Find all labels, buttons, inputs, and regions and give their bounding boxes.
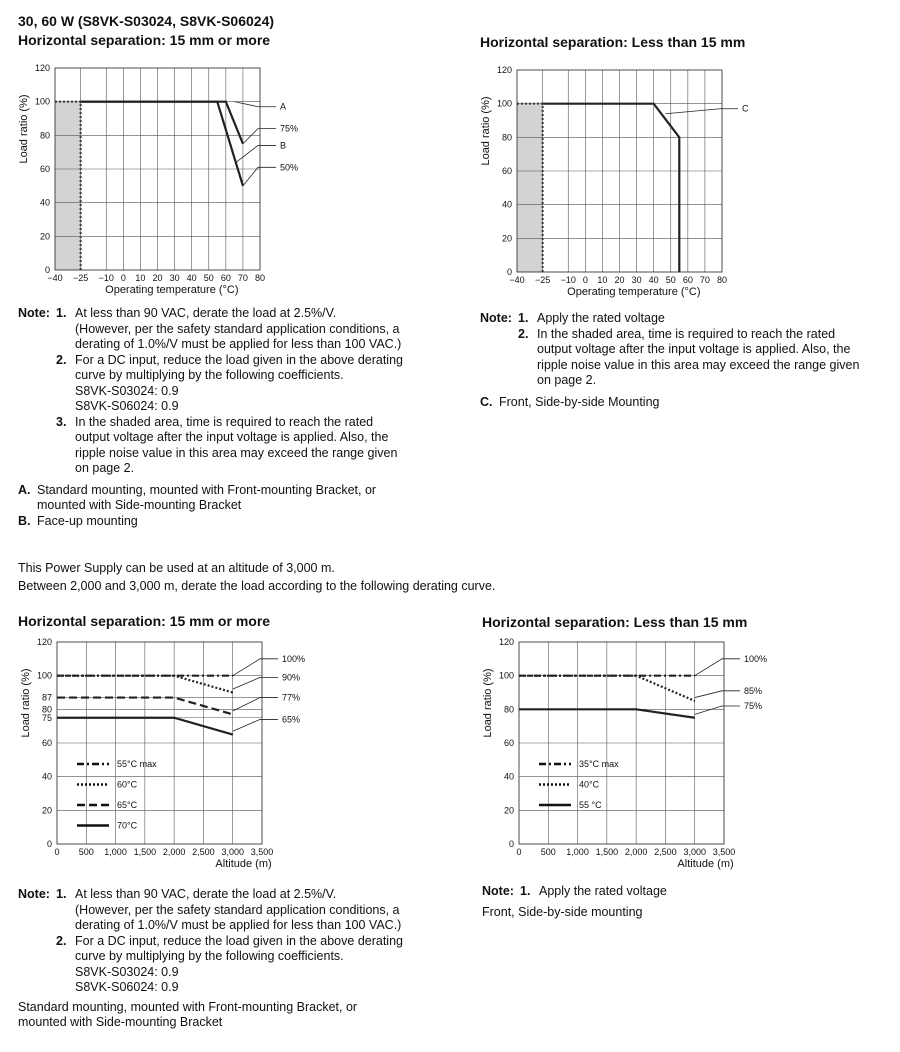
- note-line: curve by multiplying by the following coefficients.: [75, 368, 344, 382]
- note-line: on page 2.: [75, 461, 135, 475]
- y-tick-label: 0: [508, 839, 514, 849]
- note-line: S8VK-S03024: 0.9: [75, 964, 179, 979]
- note-number: 1.: [520, 884, 531, 898]
- legend-item-c: [480, 395, 900, 411]
- series-line: [543, 104, 680, 272]
- x-axis-label: Altitude (m): [677, 858, 734, 870]
- legend-line: Front, Side-by-side Mounting: [499, 394, 660, 409]
- x-tick-label: 50: [203, 273, 214, 283]
- note-line: (However, per the safety standard application conditions, a: [75, 321, 400, 336]
- note-line: In the shaded area, time is required to reach the rated: [537, 326, 836, 341]
- y-tick-label: 40: [501, 199, 512, 210]
- annotation-label: A: [280, 101, 287, 112]
- annotation-leader: [233, 659, 278, 676]
- x-tick-label: 1,500: [595, 847, 619, 857]
- y-axis-label: Load ratio (%): [20, 668, 32, 738]
- note-number: 2.: [56, 933, 67, 948]
- annotation-leader: [695, 659, 740, 676]
- note-item: [18, 934, 458, 996]
- x-tick-label: 1,000: [104, 847, 127, 857]
- x-tick-label: 30: [631, 275, 642, 285]
- annotation-leader: [236, 145, 276, 162]
- annotation-label: 50%: [280, 162, 299, 173]
- x-tick-label: 10: [597, 275, 608, 285]
- x-tick-label: 3,000: [221, 847, 244, 857]
- note-item: [480, 311, 900, 327]
- y-axis-label: Load ratio (%): [482, 668, 494, 738]
- legend-item-b: [18, 514, 458, 530]
- y-tick-label: 120: [34, 63, 50, 73]
- annotation-label: 75%: [280, 123, 299, 134]
- note-line: S8VK-S06024: 0.9: [75, 980, 179, 994]
- altitude-line: This Power Supply can be used at an altitude of 3,000 m.: [18, 561, 335, 575]
- legend-line: Face-up mounting: [37, 513, 138, 528]
- note-line: ripple noise value in this area may exceed the range given: [537, 357, 860, 372]
- y-tick-label: 40: [41, 771, 52, 782]
- x-tick-label: 2,000: [624, 847, 648, 857]
- x-tick-label: 80: [716, 275, 728, 285]
- note-line: S8VK-S03024: 0.9: [75, 383, 179, 398]
- footer-line: Standard mounting, mounted with Front-mounting Bracket, or: [18, 999, 358, 1014]
- y-tick-label: 0: [46, 839, 52, 849]
- x-tick-label: 2,000: [162, 847, 186, 857]
- x-tick-label: 2,500: [654, 847, 677, 857]
- y-tick-label: 120: [496, 65, 512, 75]
- legend-label: 35°C max: [579, 759, 619, 769]
- chart-4-title: Horizontal separation: Less than 15 mm: [482, 614, 748, 630]
- note-lead: Note:: [18, 887, 50, 901]
- x-tick-label: 0: [582, 275, 588, 285]
- chart-3-title: Horizontal separation: 15 mm or more: [18, 613, 271, 629]
- note-line: In the shaded area, time is required to reach the rated: [75, 414, 374, 429]
- temperature-derating-chart-narrow: [472, 60, 792, 305]
- legend-label: 60°C: [117, 779, 138, 790]
- x-axis-label: Operating temperature (°C): [567, 286, 701, 298]
- annotation-leader: [695, 691, 740, 698]
- altitude-line: Between 2,000 and 3,000 m, derate the load according to the following derating curve.: [18, 579, 496, 593]
- x-axis-label: Altitude (m): [215, 858, 272, 870]
- annotation-label: B: [280, 140, 287, 151]
- annotation-label: C: [742, 103, 749, 114]
- x-tick-label: 2,500: [192, 847, 215, 857]
- y-tick-label: 20: [503, 805, 514, 816]
- x-tick-label: 30: [169, 273, 180, 283]
- legend-line: mounted with Side-mounting Bracket: [37, 498, 242, 512]
- annotation-leader: [243, 129, 276, 144]
- note-item: [18, 306, 458, 353]
- legend-label: 65°C: [117, 800, 138, 810]
- y-tick-label: 120: [36, 637, 52, 647]
- x-tick-label: 1,000: [566, 847, 589, 857]
- note-line: curve by multiplying by the following coefficients.: [75, 949, 344, 963]
- x-tick-label: 500: [78, 847, 94, 857]
- note-number: 1.: [518, 311, 529, 325]
- x-tick-label: −10: [560, 275, 576, 285]
- y-tick-label: 40: [39, 197, 50, 208]
- shaded-region: [517, 104, 543, 272]
- x-tick-label: 0: [54, 847, 60, 857]
- notes-chart-4: [482, 884, 882, 920]
- legend-line: Standard mounting, mounted with Front-mounting Bracket, or: [37, 482, 377, 497]
- note-line: At less than 90 VAC, derate the load at 2.5%/V.: [75, 306, 337, 320]
- annotation-leader: [234, 102, 276, 107]
- note-line: (However, per the safety standard application conditions, a: [75, 902, 400, 917]
- y-tick-label: 0: [44, 265, 50, 275]
- note-lead: Note:: [482, 884, 514, 898]
- note-lead: Note:: [18, 306, 50, 320]
- x-tick-label: −40: [47, 273, 63, 283]
- y-tick-label: 0: [506, 267, 512, 277]
- x-axis-label: Operating temperature (°C): [105, 284, 239, 296]
- y-tick-label: 100: [498, 670, 514, 681]
- note-number: 1.: [56, 306, 67, 320]
- y-axis-label: Load ratio (%): [18, 94, 30, 164]
- y-tick-label: 60: [39, 164, 50, 174]
- note-line: derating of 1.0%/V must be applied for less than 100 VAC.): [75, 337, 402, 351]
- note-number: 1.: [56, 887, 67, 901]
- legend-label: 55°C max: [117, 759, 157, 769]
- x-tick-label: 500: [540, 847, 556, 857]
- altitude-derating-chart-narrow: [474, 634, 794, 879]
- model-title: 30, 60 W (S8VK-S03024, S8VK-S06024): [18, 13, 275, 29]
- legend-key: A.: [18, 482, 31, 497]
- altitude-derating-chart-wide: [10, 634, 330, 879]
- x-tick-label: −40: [509, 275, 525, 285]
- x-tick-label: 70: [699, 275, 710, 285]
- annotation-label: 90%: [282, 672, 301, 683]
- note-line: S8VK-S06024: 0.9: [75, 399, 179, 413]
- legend-label: 55 °C: [579, 800, 602, 810]
- annotation-label: 75%: [744, 700, 763, 711]
- y-tick-label: 60: [501, 166, 512, 176]
- note-line: Apply the rated voltage: [539, 884, 667, 898]
- altitude-paragraph: [18, 559, 495, 595]
- y-tick-label: 80: [41, 704, 52, 715]
- note-item: [18, 887, 458, 934]
- x-tick-label: −25: [72, 273, 89, 283]
- y-tick-label: 100: [34, 96, 50, 107]
- annotation-leader: [666, 109, 738, 114]
- chart-1-title: Horizontal separation: 15 mm or more: [18, 32, 271, 48]
- x-tick-label: 20: [614, 275, 625, 285]
- note-line: output voltage after the input voltage is applied. Also, the: [537, 342, 851, 356]
- temperature-derating-chart-wide: [10, 58, 330, 303]
- note-item: [18, 353, 458, 415]
- y-tick-label: 40: [503, 771, 514, 782]
- series-line: [81, 102, 243, 186]
- note-item: [482, 884, 882, 900]
- x-tick-label: 3,000: [683, 847, 706, 857]
- annotation-leader: [243, 167, 276, 186]
- x-tick-label: 0: [120, 273, 126, 283]
- note-line: ripple noise value in this area may exceed the range given: [75, 445, 398, 460]
- y-tick-label: 100: [496, 98, 512, 109]
- y-tick-label: 60: [503, 738, 514, 748]
- footer-line: mounted with Side-mounting Bracket: [18, 1015, 223, 1029]
- note-item: [480, 327, 900, 389]
- x-tick-label: 70: [237, 273, 248, 283]
- annotation-leader: [695, 706, 740, 714]
- y-tick-label: 75: [41, 712, 52, 723]
- legend-label: 70°C: [117, 820, 138, 831]
- chart-2-title: Horizontal separation: Less than 15 mm: [480, 34, 746, 50]
- legend-item-a: [18, 483, 458, 514]
- y-tick-label: 87: [41, 692, 52, 703]
- x-tick-label: 3,500: [250, 847, 274, 857]
- note-number: 3.: [56, 414, 67, 429]
- x-tick-label: 60: [682, 275, 693, 285]
- x-tick-label: 50: [665, 275, 676, 285]
- note-line: At less than 90 VAC, derate the load at 2.5%/V.: [75, 887, 337, 901]
- annotation-leader: [233, 698, 278, 711]
- x-tick-label: −10: [98, 273, 114, 283]
- shaded-region: [55, 102, 81, 270]
- annotation-leader: [233, 677, 278, 689]
- y-tick-label: 80: [503, 704, 514, 715]
- notes-chart-1: [18, 306, 458, 529]
- annotation-leader: [233, 719, 278, 731]
- note-line: For a DC input, reduce the load given in the above derating: [75, 352, 403, 367]
- legend-key: B.: [18, 513, 31, 528]
- x-tick-label: 1,500: [133, 847, 157, 857]
- note-line: For a DC input, reduce the load given in the above derating: [75, 933, 403, 948]
- y-tick-label: 80: [39, 130, 50, 141]
- x-tick-label: 20: [152, 273, 163, 283]
- note-item: [18, 415, 458, 477]
- y-tick-label: 60: [41, 738, 52, 748]
- y-tick-label: 100: [36, 670, 52, 681]
- note-line: output voltage after the input voltage is applied. Also, the: [75, 430, 389, 444]
- y-tick-label: 20: [501, 233, 512, 244]
- x-tick-label: 80: [254, 273, 266, 283]
- y-axis-label: Load ratio (%): [480, 96, 492, 166]
- note-line: derating of 1.0%/V must be applied for less than 100 VAC.): [75, 918, 402, 932]
- y-tick-label: 20: [39, 231, 50, 242]
- x-tick-label: 0: [516, 847, 522, 857]
- y-tick-label: 20: [41, 805, 52, 816]
- legend-label: 40°C: [579, 779, 600, 790]
- annotation-label: 100%: [744, 653, 768, 664]
- notes-chart-3: [18, 887, 458, 1031]
- note-number: 2.: [56, 352, 67, 367]
- notes-chart-2: [480, 311, 900, 410]
- x-tick-label: 40: [648, 275, 659, 285]
- x-tick-label: 10: [135, 273, 146, 283]
- annotation-label: 77%: [282, 692, 301, 703]
- y-tick-label: 120: [498, 637, 514, 647]
- annotation-label: 100%: [282, 653, 306, 664]
- x-tick-label: −25: [534, 275, 551, 285]
- x-tick-label: 60: [220, 273, 231, 283]
- legend-key: C.: [480, 394, 493, 409]
- note-line: on page 2.: [537, 373, 597, 387]
- y-tick-label: 80: [501, 132, 512, 143]
- x-tick-label: 3,500: [712, 847, 736, 857]
- annotation-label: 85%: [744, 685, 763, 696]
- note-number: 2.: [518, 326, 529, 341]
- x-tick-label: 40: [186, 273, 197, 283]
- note-line: Apply the rated voltage: [537, 311, 665, 325]
- footer-line: Front, Side-by-side mounting: [482, 904, 643, 919]
- annotation-label: 65%: [282, 714, 301, 725]
- note-lead: Note:: [480, 311, 512, 325]
